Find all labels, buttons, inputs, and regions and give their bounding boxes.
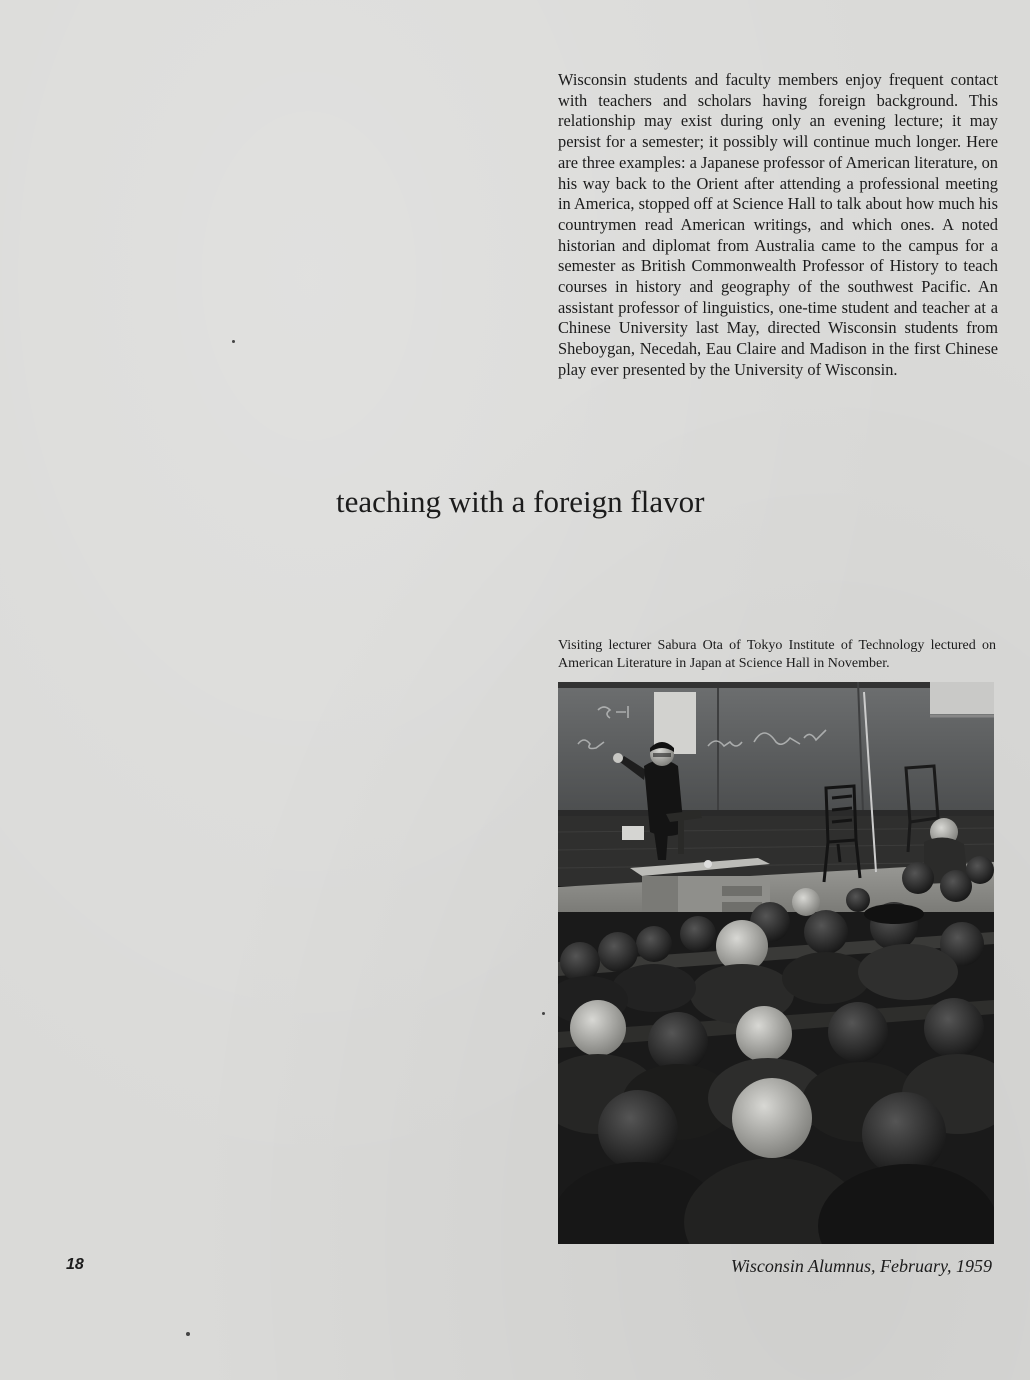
- lecture-photo-illustration: [558, 682, 994, 1244]
- blackboard: [558, 682, 994, 822]
- photo-caption: Visiting lecturer Sabura Ota of Tokyo Institute of Technology lectured on American Literature in Japan at Science Hall in November.: [558, 638, 996, 671]
- intro-paragraph: Wisconsin students and faculty members enjoy frequent contact with teachers and scholars having foreign background. This relationship may exist during only an evening lecture; it may persist for a semester; it possibly will continue much longer. Here are three examples: a Japanese professor of American literature, on his way back to the Orient after attending a professional meeting in America, stopped off at Science Hall to talk about how much his countrymen read American writings, and which ones. A noted historian and diplomat from Australia came to the campus for a semester as British Commonwealth Professor of History to teach courses in history and geography of the southwest Pacific. An assistant professor of linguistics, one-time student and teacher at a Chinese University last May, directed Wisconsin students from Sheboygan, Necedah, Eau Claire and Madison in the first Chinese play ever presented by the University of Wisconsin.: [558, 70, 998, 379]
- article-headline: teaching with a foreign flavor: [336, 484, 705, 519]
- lecture-photo: [558, 682, 994, 1244]
- print-speck: [542, 1012, 545, 1015]
- print-speck: [186, 1332, 190, 1336]
- page-number: 18: [66, 1256, 84, 1273]
- publication-title: Wisconsin Alumnus, February, 1959: [730, 1256, 992, 1276]
- print-speck: [232, 340, 235, 343]
